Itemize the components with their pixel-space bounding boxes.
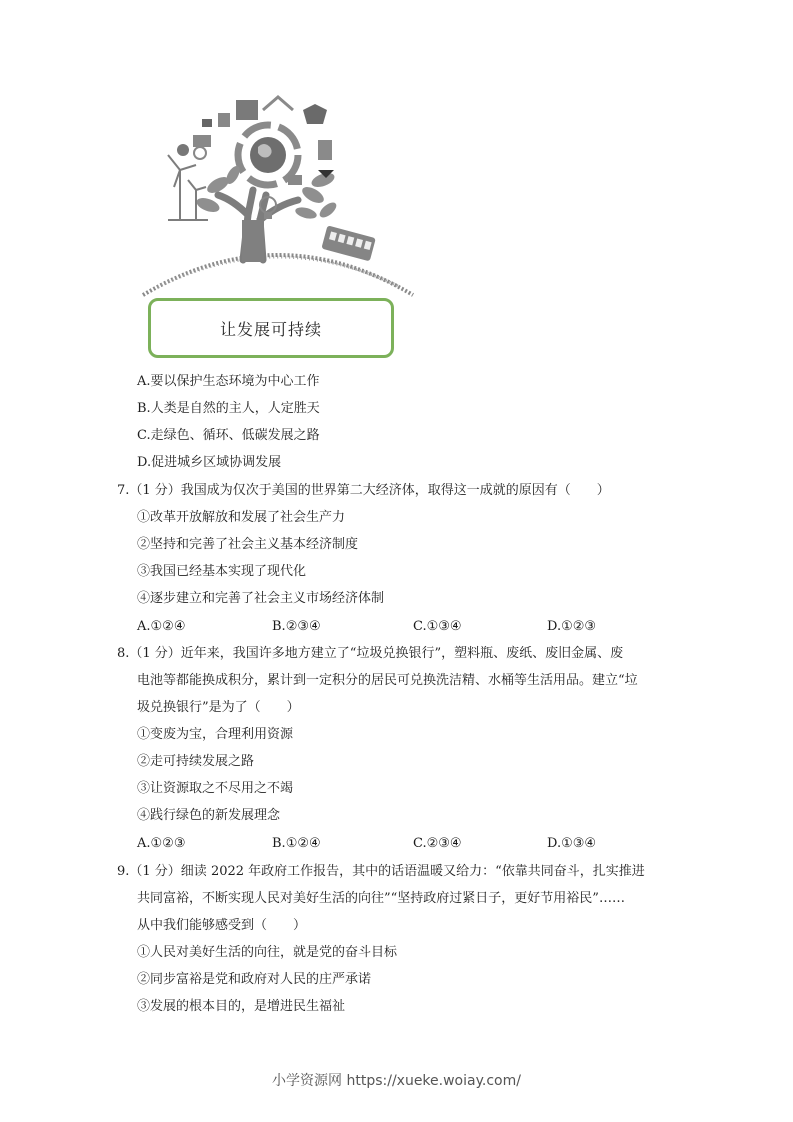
sustainability-tree-illustration [138, 95, 428, 300]
q8-choice-d: D.①③④ [547, 836, 597, 851]
q7-choice-c: C.①③④ [413, 619, 462, 634]
q8-item-1: ①变废为宝，合理利用资源 [137, 727, 294, 742]
q7-item-3: ③我国已经基本实现了现代化 [137, 564, 307, 579]
q9-stem-line-1: 9.（1 分）细读 2022 年政府工作报告，其中的话语温暖又给力：“依靠共同奋斗，扎实推进 [117, 864, 645, 879]
q7-choice-a: A.①②④ [137, 619, 186, 634]
q7-item-1: ①改革开放解放和发展了社会生产力 [137, 510, 346, 525]
q7-choice-b: B.②③④ [272, 619, 321, 634]
figure-caption: 让发展可持续 [219, 319, 322, 339]
figure-caption-box [148, 298, 394, 358]
q8-item-4: ④践行绿色的新发展理念 [137, 808, 281, 823]
q7-choice-d: D.①②③ [547, 619, 597, 634]
q6-option-d: D.促进城乡区域协调发展 [137, 455, 282, 470]
q9-stem-line-3: 从中我们能够感受到（ ） [137, 918, 307, 933]
page-footer: 小学资源网 https://xueke.woiay.com/ [272, 1073, 521, 1089]
q9-stem-line-2: 共同富裕，不断实现人民对美好生活的向往”“坚持政府过紧日子，更好节用裕民”…… [137, 891, 625, 906]
q8-stem-line-2: 电池等都能换成积分，累计到一定积分的居民可兑换洗洁精、水桶等生活用品。建立“垃 [137, 673, 638, 688]
q6-option-b: B.人类是自然的主人，人定胜天 [137, 401, 320, 416]
q7-choices [137, 619, 677, 635]
q6-option-c: C.走绿色、循环、低碳发展之路 [137, 428, 320, 443]
q8-item-3: ③让资源取之不尽用之不竭 [137, 781, 294, 796]
q9-item-3: ③发展的根本目的，是增进民生福祉 [137, 999, 346, 1014]
q9-item-1: ①人民对美好生活的向往，就是党的奋斗目标 [137, 945, 398, 960]
q7-stem: 7.（1 分）我国成为仅次于美国的世界第二大经济体，取得这一成就的原因有（ ） [117, 483, 610, 498]
q6-option-a: A.要以保护生态环境为中心工作 [137, 374, 320, 389]
q8-choices [137, 836, 677, 852]
q7-item-2: ②坚持和完善了社会主义基本经济制度 [137, 537, 359, 552]
q8-choice-a: A.①②③ [137, 836, 186, 851]
q7-item-4: ④逐步建立和完善了社会主义市场经济体制 [137, 591, 385, 606]
q8-item-2: ②走可持续发展之路 [137, 754, 255, 769]
q8-choice-b: B.①②④ [272, 836, 321, 851]
q9-item-2: ②同步富裕是党和政府对人民的庄严承诺 [137, 972, 372, 987]
q8-stem-line-3: 圾兑换银行”是为了（ ） [137, 700, 300, 715]
q8-stem-line-1: 8.（1 分）近年来，我国许多地方建立了“垃圾兑换银行”，塑料瓶、废纸、废旧金属、废 [117, 646, 624, 661]
q8-choice-c: C.②③④ [413, 836, 462, 851]
